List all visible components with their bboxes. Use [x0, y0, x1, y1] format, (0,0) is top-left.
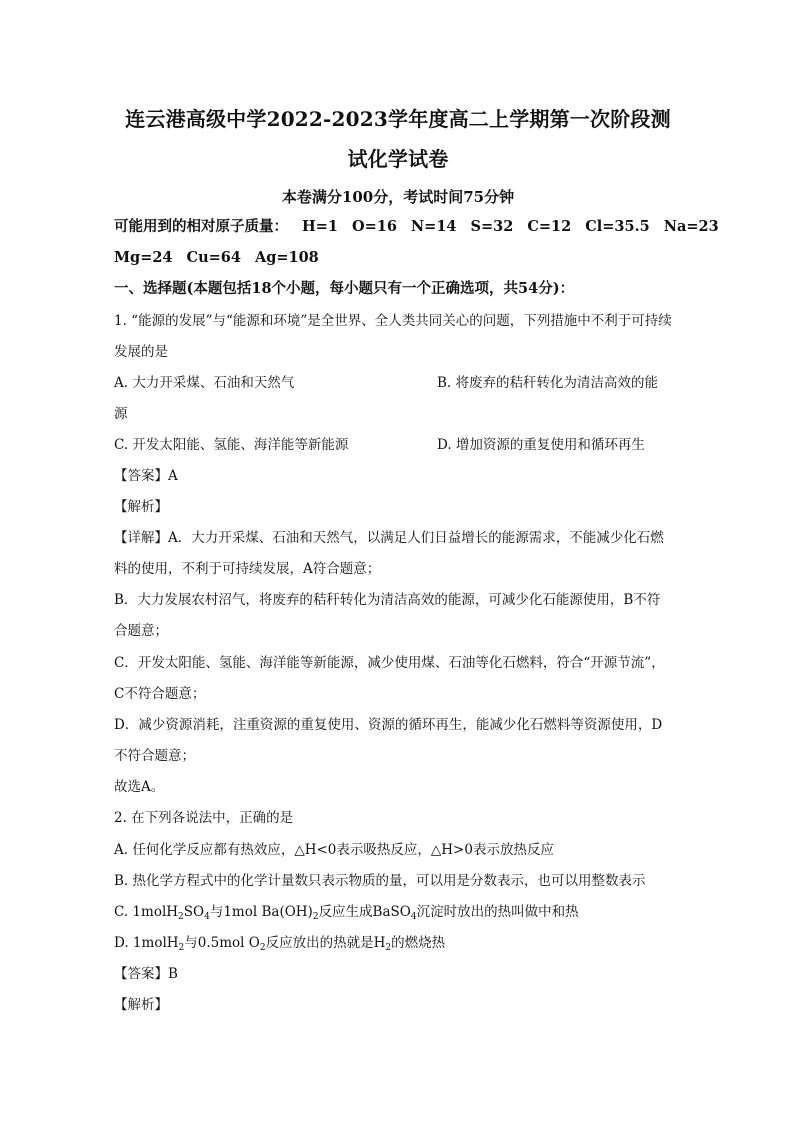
q1-option-c: C. 开发太阳能、氢能、海洋能等新能源 [114, 437, 349, 453]
q1-answer: 【答案】A [114, 468, 178, 484]
atomic-mass: S=32 [470, 218, 514, 235]
exam-title-line1: 连云港高级中学2022-2023学年度高二上学期第一次阶段测 [125, 107, 671, 131]
q1-detail-line: C．开发太阳能、氢能、海洋能等新能源，减少使用煤、石油等化石燃料，符合“开源节流”， [114, 655, 665, 671]
q1-stem-line2: 发展的是 [114, 344, 168, 360]
q1-detail-line: 料的使用，不利于可持续发展，A符合题意； [114, 561, 381, 577]
q1-stem-line1: 1. “能源的发展”与“能源和环境”是全世界、全人类共同关心的问题，下列措施中不利于可持续 [114, 313, 672, 329]
q2-option-a: A. 任何化学反应都有热效应，△H<0表示吸热反应，△H>0表示放热反应 [114, 842, 554, 858]
exam-title-line2: 试化学试卷 [347, 147, 449, 171]
atomic-mass: Mg=24 [114, 249, 173, 266]
atomic-masses-line1 [114, 218, 719, 236]
atomic-mass: O=16 [351, 218, 397, 235]
q2-analysis-label: 【解析】 [114, 997, 168, 1013]
q1-detail-line: B．大力发展农村沼气，将废弃的秸秆转化为清洁高效的能源，可减少化石能源使用，B不符 [114, 592, 661, 608]
atomic-mass: Cl=35.5 [585, 218, 650, 235]
atomic-mass: H=1 [302, 218, 338, 235]
q1-detail-line: 不符合题意； [114, 748, 195, 764]
q1-option-d: D. 增加资源的重复使用和循环再生 [437, 437, 645, 453]
q1-detail-line: C不符合题意； [114, 686, 206, 702]
q1-option-b-line2: 源 [114, 406, 128, 422]
q2-option-c: C. $1molH_2SO_4$与1mol $Ba(OH)_2$反应生成BaSO$_4$沉淀时放出的热叫做中和热 [114, 904, 579, 922]
atomic-masses-label: 可能用到的相对原子质量： [114, 218, 288, 235]
atomic-mass: Ag=108 [254, 249, 319, 266]
atomic-mass: Na=23 [663, 218, 719, 235]
atomic-mass: N=14 [410, 218, 457, 235]
q1-detail-line: 故选A。 [114, 779, 165, 795]
q2-option-b: B. 热化学方程式中的化学计量数只表示物质的量，可以用是分数表示，也可以用整数表示 [114, 873, 646, 889]
q1-detail-line: D．减少资源消耗，注重资源的重复使用、资源的循环再生，能减少化石燃料等资源使用，D [114, 717, 663, 733]
q2-stem: 2. 在下列各说法中，正确的是 [114, 810, 294, 826]
q1-detail-line: 【详解】A．大力开采煤、石油和天然气，以满足人们日益增长的能源需求，不能减少化石燃 [114, 530, 664, 546]
q1-option-b-line1: B. 将废弃的秸秆转化为清洁高效的能 [437, 375, 659, 391]
q2-answer: 【答案】B [114, 966, 178, 982]
q1-detail-line: 合题意； [114, 623, 168, 639]
section-heading: 一、选择题(本题包括18个小题，每小题只有一个正确选项，共54分)： [114, 280, 575, 297]
q1-analysis-label: 【解析】 [114, 499, 168, 515]
exam-subtitle: 本卷满分100分，考试时间75分钟 [281, 188, 515, 206]
q1-option-a: A. 大力开采煤、石油和天然气 [114, 375, 295, 391]
atomic-mass: C=12 [527, 218, 572, 235]
atomic-masses-line2 [114, 249, 319, 267]
atomic-mass: Cu=64 [186, 249, 241, 266]
q2-option-d: D. 1molH$_2$与0.5mol $O_2$反应放出的热就是$H_2$的燃烧热 [114, 935, 446, 953]
